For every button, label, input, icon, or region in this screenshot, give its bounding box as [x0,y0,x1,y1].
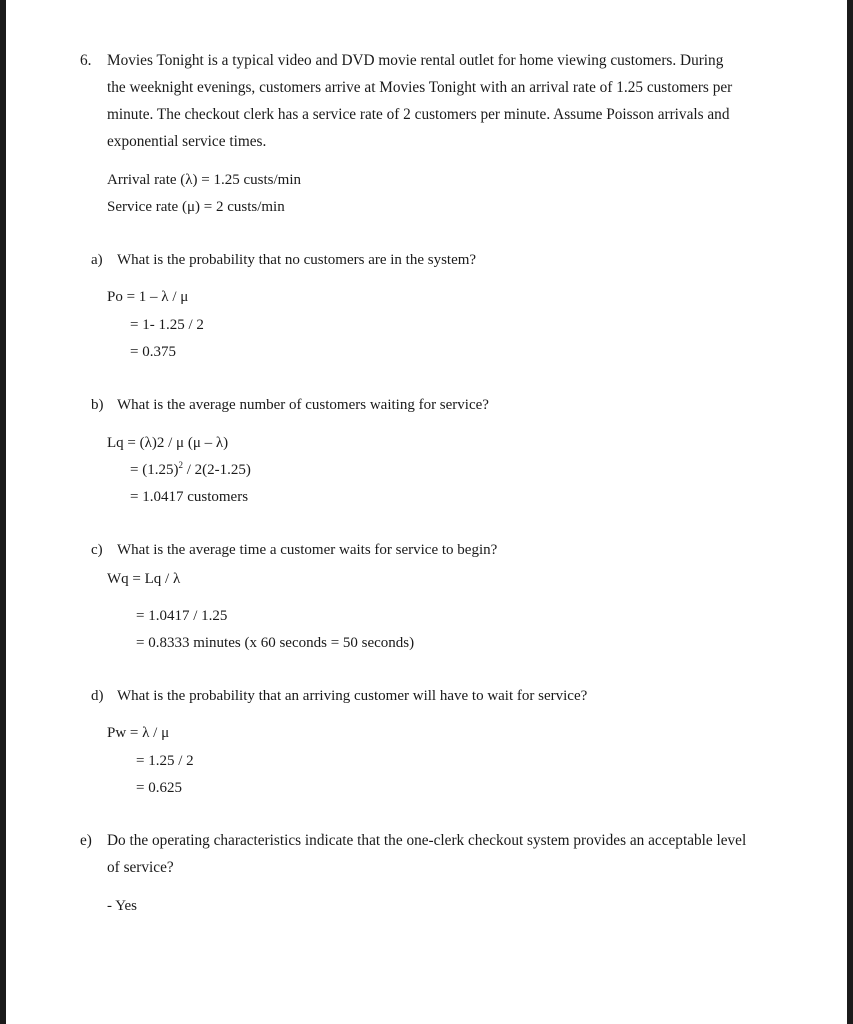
part-c-label: c) [91,542,103,558]
question-line-3: minute. The checkout clerk has a service rate of 2 customers per minute. Assume Poisson arrivals and [107,106,730,123]
part-b-step-2-rest: / 2(2-1.25) [182,462,251,478]
part-b-step-2-exponent: 2 [178,460,183,470]
part-d-step-1: Pw = λ / μ [107,725,170,741]
part-b-step-3: = 1.0417 customers [130,489,249,505]
part-c-step-2: = 1.0417 / 1.25 [136,608,228,624]
part-e-question-line-1: Do the operating characteristics indicate that the one-clerk checkout system provides an acceptable level [107,832,747,849]
document-page [6,0,847,1024]
part-b-step-2-base: = (1.25) [130,462,179,478]
part-c-question: What is the average time a customer waits for service to begin? [117,542,498,558]
part-a-step-2: = 1- 1.25 / 2 [130,317,204,333]
part-d-label: d) [91,688,104,704]
part-c-step-3: = 0.8333 minutes (x 60 seconds = 50 seconds) [136,635,415,651]
part-e-answer: - Yes [107,898,138,914]
part-b-label: b) [91,397,104,413]
question-number: 6. [80,52,92,69]
part-e-label: e) [80,832,92,849]
part-d-question: What is the probability that an arriving customer will have to wait for service? [117,688,588,704]
part-e-question-line-2: of service? [107,859,174,876]
question-line-4: exponential service times. [107,133,267,150]
part-a-label: a) [91,252,103,268]
arrival-rate: Arrival rate (λ) = 1.25 custs/min [107,172,302,188]
part-d-step-2: = 1.25 / 2 [136,753,194,769]
part-c-step-1: Wq = Lq / λ [107,571,181,587]
question-line-2: the weeknight evenings, customers arrive at Movies Tonight with an arrival rate of 1.25 customers per [107,79,733,96]
service-rate: Service rate (μ) = 2 custs/min [107,199,285,215]
part-b-question: What is the average number of customers waiting for service? [117,397,489,413]
question-line-1: Movies Tonight is a typical video and DVD movie rental outlet for home viewing customers. During [107,52,724,69]
part-a-step-1: Po = 1 – λ / μ [107,289,189,305]
part-a-question: What is the probability that no customers are in the system? [117,252,477,268]
part-b-step-1: Lq = (λ)2 / μ (μ – λ) [107,435,229,451]
part-a-step-3: = 0.375 [130,344,176,360]
part-b-step-2 [130,461,251,479]
part-d-step-3: = 0.625 [136,780,182,796]
